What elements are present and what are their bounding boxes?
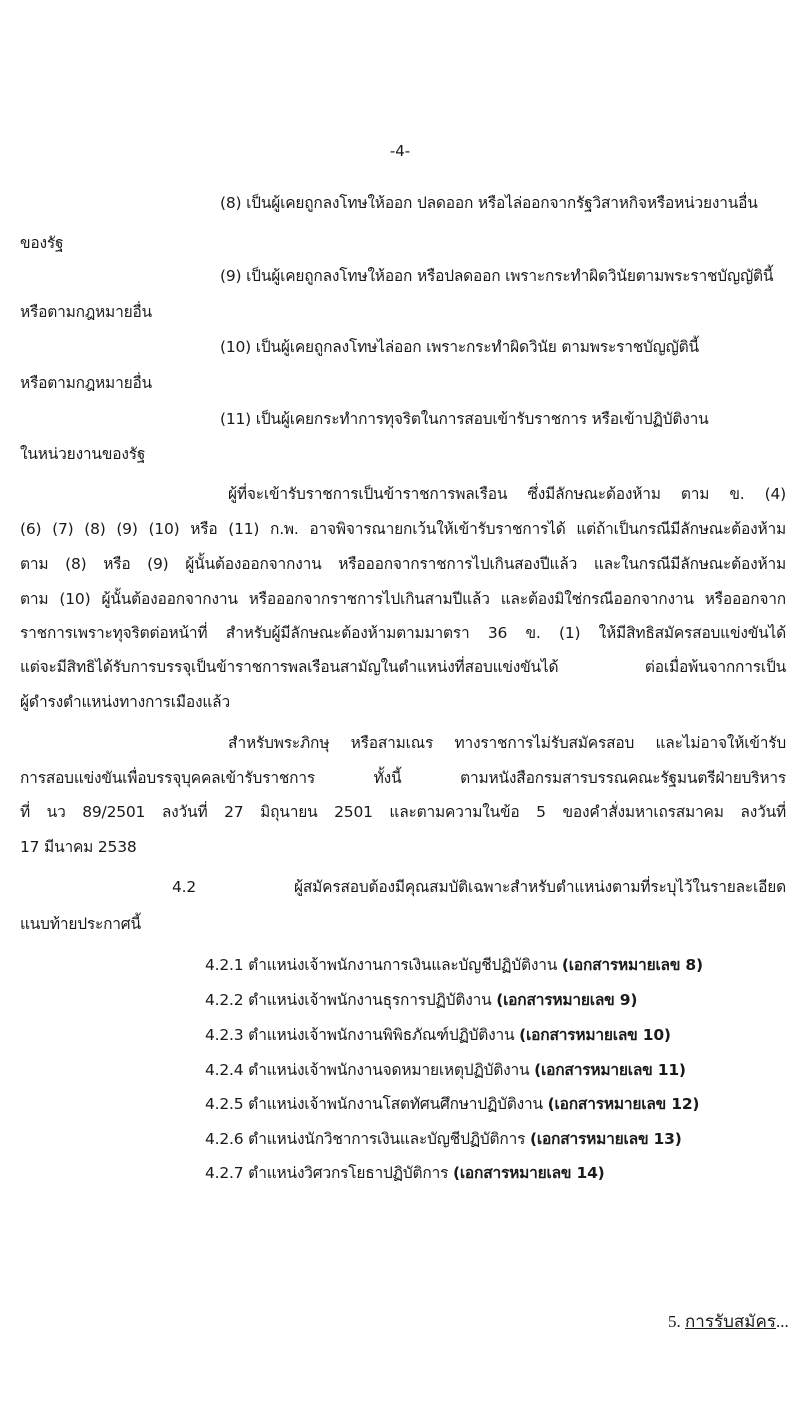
- next-section-heading: การรับสมัคร: [685, 1312, 776, 1331]
- document-reference: (เอกสารหมายเลข 12): [547, 1095, 700, 1113]
- document-reference: (เอกสารหมายเลข 13): [529, 1130, 682, 1148]
- clause-8-first-line: (8) เป็นผู้เคยถูกลงโทษให้ออก ปลดออก หรือไล่ออกจากรัฐวิสาหกิจหรือหน่วยงานอื่น: [220, 194, 758, 212]
- monk-paragraph-line-4: 17 มีนาคม 2538: [20, 838, 137, 856]
- exception-paragraph-line-6: แต่จะมีสิทธิได้รับการบรรจุเป็นข้าราชการพลเรือนสามัญในตำแหน่งที่สอบแข่งขันได้ ต่อเมื่อพ้นจากการเป็น: [20, 658, 786, 676]
- position-item-4-2-5: [205, 1094, 699, 1114]
- position-title: 4.2.2 ตำแหน่งเจ้าพนักงานธุรการปฏิบัติงาน: [205, 991, 497, 1009]
- document-reference: (เอกสารหมายเลข 10): [519, 1026, 671, 1044]
- clause-10-continuation: หรือตามกฎหมายอื่น: [20, 374, 152, 392]
- monk-paragraph-line-2: การสอบแข่งขันเพื่อบรรจุบุคคลเข้ารับราชการ ทั้งนี้ ตามหนังสือกรมสารบรรณคณะรัฐมนตรีฝ่ายบริหาร: [20, 769, 786, 787]
- monk-paragraph-line-1: สำหรับพระภิกษุ หรือสามเณร ทางราชการไม่รับสมัครสอบ และไม่อาจให้เข้ารับ: [228, 734, 786, 752]
- next-page-marker: [668, 1308, 789, 1335]
- section-4-2-line-2: แนบท้ายประกาศนี้: [20, 915, 141, 933]
- position-title: 4.2.3 ตำแหน่งเจ้าพนักงานพิพิธภัณฑ์ปฏิบัติงาน: [205, 1026, 520, 1044]
- clause-10-first-line: (10) เป็นผู้เคยถูกลงโทษไล่ออก เพราะกระทำผิดวินัย ตามพระราชบัญญัตินี้: [220, 338, 699, 356]
- exception-paragraph-line-2: (6) (7) (8) (9) (10) หรือ (11) ก.พ. อาจพิจารณายกเว้นให้เข้ารับราชการได้ แต่ถ้าเป็นกรณีมีลักษณะต้องห้าม: [20, 520, 786, 538]
- exception-paragraph-line-1: ผู้ที่จะเข้ารับราชการเป็นข้าราชการพลเรือน ซึ่งมีลักษณะต้องห้าม ตาม ข. (4): [228, 485, 786, 503]
- position-title: 4.2.7 ตำแหน่งวิศวกรโยธาปฏิบัติการ: [205, 1164, 453, 1182]
- document-reference: (เอกสารหมายเลข 9): [496, 991, 638, 1009]
- ellipsis: ...: [775, 1312, 789, 1331]
- position-title: 4.2.5 ตำแหน่งเจ้าพนักงานโสตทัศนศึกษาปฏิบัติงาน: [205, 1095, 548, 1113]
- monk-paragraph-line-3: ที่ นว 89/2501 ลงวันที่ 27 มิถุนายน 2501 และตามความในข้อ 5 ของคำสั่งมหาเถรสมาคม ลงวันที่: [20, 803, 786, 821]
- position-item-4-2-7: [205, 1163, 605, 1183]
- section-4-2-line-1: 4.2 ผู้สมัครสอบต้องมีคุณสมบัติเฉพาะสำหรับตำแหน่งตามที่ระบุไว้ในรายละเอียด: [172, 878, 786, 896]
- exception-paragraph-line-4: ตาม (10) ผู้นั้นต้องออกจากงาน หรือออกจากราชการไปเกินสามปีแล้ว และต้องมิใช่กรณีออกจากงาน หรือออกจาก: [20, 590, 786, 608]
- document-reference: (เอกสารหมายเลข 14): [452, 1164, 605, 1182]
- position-item-4-2-2: [205, 990, 637, 1010]
- exception-paragraph-line-3: ตาม (8) หรือ (9) ผู้นั้นต้องออกจากงาน หรือออกจากราชการไปเกินสองปีแล้ว และในกรณีมีลักษณะต้องห้าม: [20, 555, 786, 573]
- position-item-4-2-6: [205, 1129, 682, 1149]
- position-title: 4.2.6 ตำแหน่งนักวิชาการเงินและบัญชีปฏิบัติการ: [205, 1130, 530, 1148]
- position-title: 4.2.4 ตำแหน่งเจ้าพนักงานจดหมายเหตุปฏิบัติงาน: [205, 1061, 535, 1079]
- clause-8-continuation: ของรัฐ: [20, 234, 64, 252]
- clause-11-continuation: ในหน่วยงานของรัฐ: [20, 445, 146, 463]
- clause-9-first-line: (9) เป็นผู้เคยถูกลงโทษให้ออก หรือปลดออก เพราะกระทำผิดวินัยตามพระราชบัญญัตินี้: [220, 267, 774, 285]
- position-item-4-2-1: [205, 955, 703, 975]
- document-reference: (เอกสารหมายเลข 11): [534, 1061, 686, 1079]
- page-number: -4-: [389, 142, 411, 160]
- exception-paragraph-line-5: ราชการเพราะทุจริตต่อหน้าที่ สำหรับผู้มีลักษณะต้องห้ามตามมาตรา 36 ข. (1) ให้มีสิทธิสมัครสอบแข่งขันได้: [20, 624, 786, 642]
- document-reference: (เอกสารหมายเลข 8): [561, 956, 703, 974]
- position-item-4-2-3: [205, 1025, 671, 1045]
- clause-11-first-line: (11) เป็นผู้เคยกระทำการทุจริตในการสอบเข้ารับราชการ หรือเข้าปฏิบัติงาน: [220, 410, 709, 428]
- position-title: 4.2.1 ตำแหน่งเจ้าพนักงานการเงินและบัญชีปฏิบัติงาน: [205, 956, 562, 974]
- position-item-4-2-4: [205, 1060, 686, 1080]
- clause-9-continuation: หรือตามกฎหมายอื่น: [20, 303, 152, 321]
- exception-paragraph-line-7: ผู้ดำรงตำแหน่งทางการเมืองแล้ว: [20, 693, 230, 711]
- next-section-number: 5.: [668, 1312, 685, 1331]
